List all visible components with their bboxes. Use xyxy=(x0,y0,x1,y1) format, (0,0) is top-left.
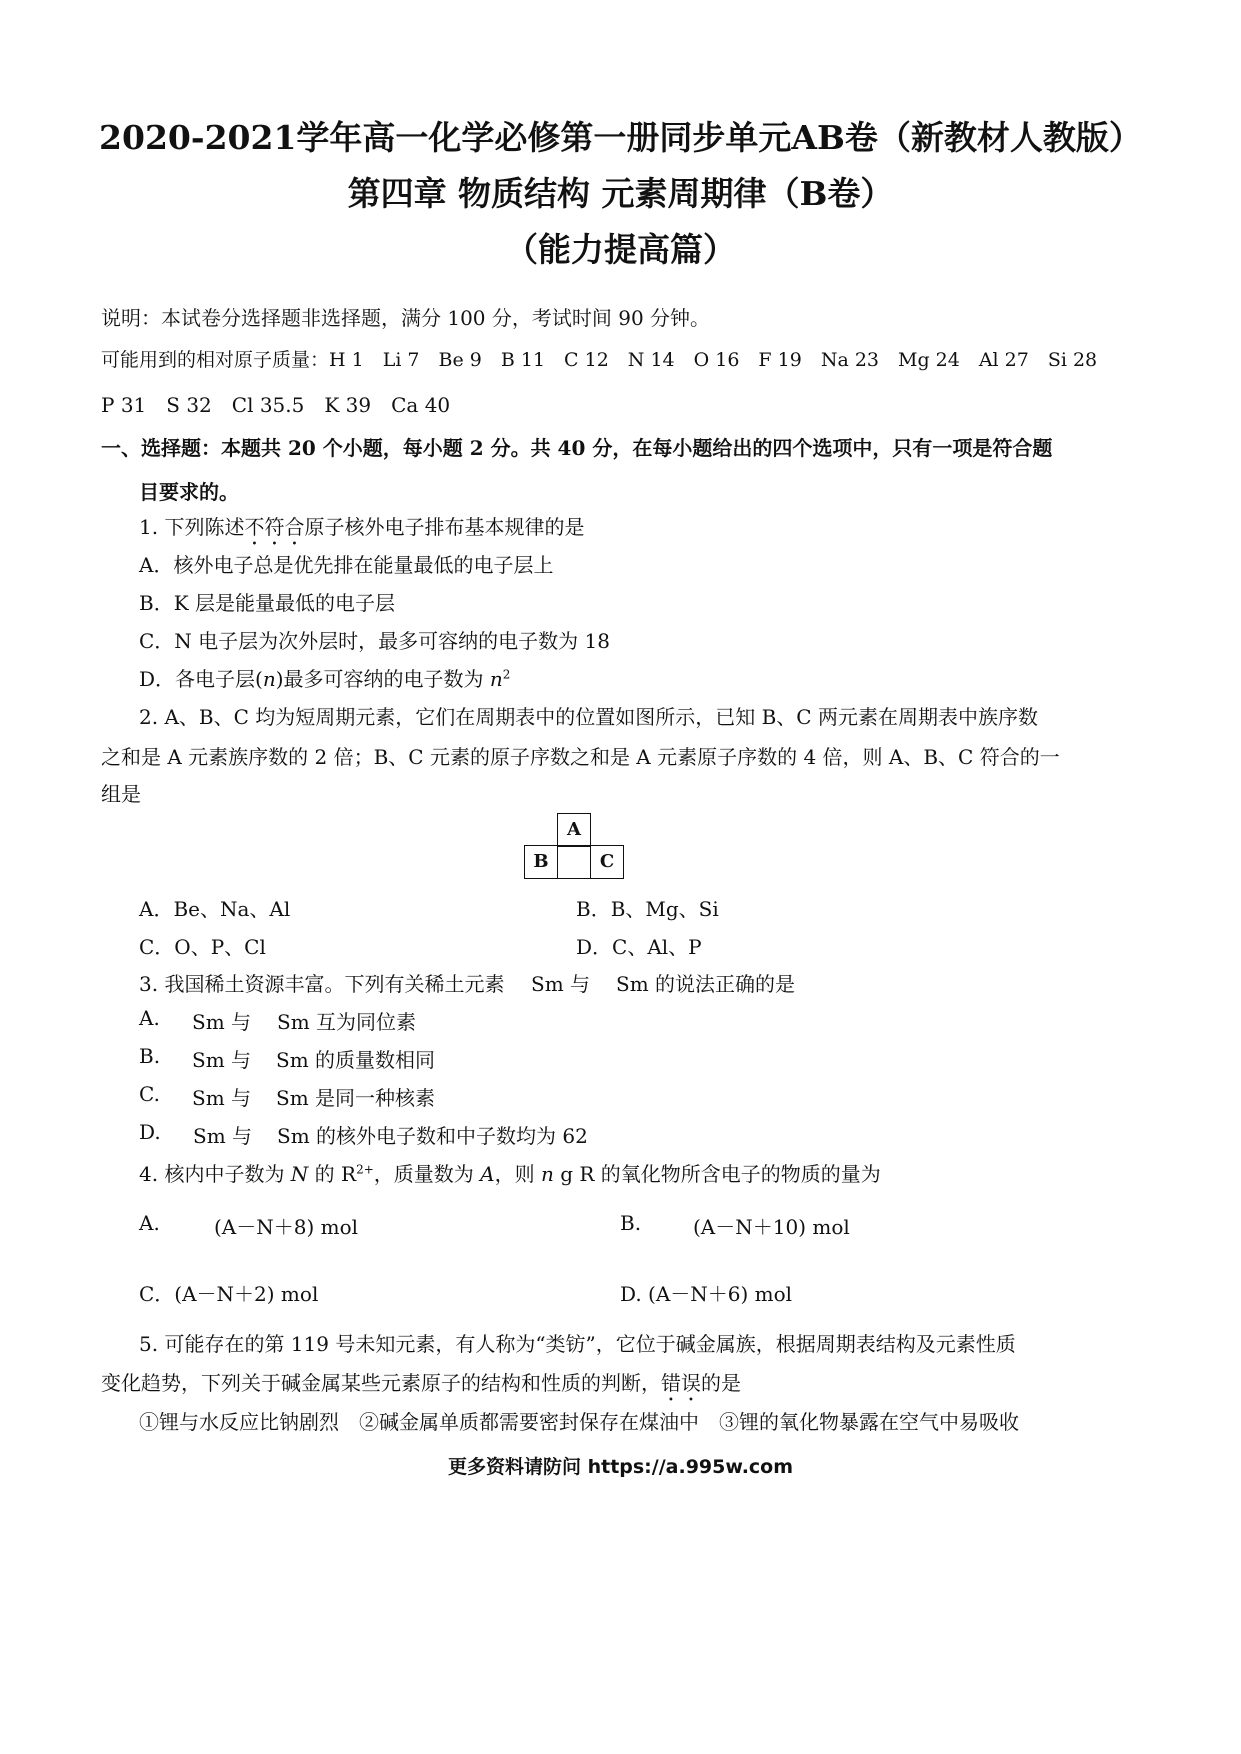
exam-note: 说明：本试卷分选择题非选择题，满分 100 分，考试时间 90 分钟。 xyxy=(101,306,711,330)
question-4-option-b: (A－N＋10) mol xyxy=(693,1215,850,1239)
question-3-option-b-label: B. xyxy=(139,1044,161,1068)
question-3-option-d-text: Sm 的核外电子数和中子数均为 62 xyxy=(277,1124,588,1148)
question-5-stem-line1: 5. 可能存在的第 119 号未知元素，有人称为“类钫”，它位于碱金属族，根据周期表结构及元素性质 xyxy=(139,1332,1016,1356)
question-2-stem-line2: 之和是 A 元素族序数的 2 倍；B、C 元素的原子序数之和是 A 元素原子序数的 4 倍，则 A、B、C 符合的一 xyxy=(101,745,1060,769)
question-1-option-c: C．N 电子层为次外层时，最多可容纳的电子数为 18 xyxy=(139,629,610,653)
question-3-option-d-label: D. xyxy=(139,1120,161,1144)
question-2-option-b: B．B、Mg、Si xyxy=(576,897,719,921)
question-4-option-b-label: B. xyxy=(620,1211,642,1235)
question-2-stem-line3: 组是 xyxy=(101,782,141,806)
question-4-stem: 4. 核内中子数为 N 的 $R^{2+}$，质量数为 A，则 n g R 的氧化物所含电子的物质的量为 xyxy=(139,1162,881,1186)
question-3-option-d-sm1: Sm 与 xyxy=(193,1124,253,1148)
question-3-option-b-sm1: Sm 与 xyxy=(192,1048,252,1072)
question-2-option-c: C．O、P、Cl xyxy=(139,935,266,959)
question-4-option-c: C．(A－N＋2) mol xyxy=(139,1282,319,1306)
page-title-line1: 2020-2021学年高一化学必修第一册同步单元AB卷（新教材人教版） xyxy=(99,118,1142,157)
question-3-stem-sm1: Sm 与 xyxy=(531,972,591,996)
atomic-masses-line1: 可能用到的相对原子质量：H 1 Li 7 Be 9 B 11 C 12 N 14 O 16 F 19 Na 23 Mg 24 Al 27 Si 28 xyxy=(101,349,1098,371)
question-1-option-d: D．各电子层(n)最多可容纳的电子数为 $n^2$ xyxy=(139,667,511,691)
question-4-option-d: D. (A－N＋6) mol xyxy=(620,1282,793,1306)
question-3-stem-sm2: Sm 的说法正确的是 xyxy=(616,972,796,996)
question-1-option-a: A．核外电子总是优先排在能量最低的电子层上 xyxy=(139,553,554,577)
footer-link[interactable]: 更多资料请防问 https://a.995w.com xyxy=(447,1456,794,1478)
question-3-option-a-label: A. xyxy=(139,1006,160,1030)
page-title-line3: （能力提高篇） xyxy=(505,230,736,269)
question-2-option-d: D．C、Al、P xyxy=(576,935,702,959)
section-heading-line1: 一、选择题：本题共 20 个小题，每小题 2 分。共 40 分，在每小题给出的四个选项中，只有一项是符合题 xyxy=(101,436,1053,460)
question-5-stem-line2: 变化趋势，下列关于碱金属某些元素原子的结构和性质的判断，错误的是 xyxy=(101,1371,741,1395)
question-3-option-c-text: Sm 是同一种核素 xyxy=(276,1086,436,1110)
question-4-option-a: (A－N＋8) mol xyxy=(214,1215,359,1239)
page-title-line2: 第四章 物质结构 元素周期律（B卷） xyxy=(347,174,894,213)
periodic-grid-cell-c: C xyxy=(590,845,624,879)
section-heading-line2: 目要求的。 xyxy=(139,480,239,504)
question-3-option-c-label: C. xyxy=(139,1082,160,1106)
question-4-option-a-label: A. xyxy=(139,1211,160,1235)
question-3-option-c-sm1: Sm 与 xyxy=(192,1086,252,1110)
question-3-option-b-text: Sm 的质量数相同 xyxy=(276,1048,436,1072)
question-1-stem: 1. 下列陈述不符合原子核外电子排布基本规律的是 xyxy=(139,515,585,539)
atomic-masses-line2: P 31 S 32 Cl 35.5 K 39 Ca 40 xyxy=(101,393,451,417)
periodic-grid-cell-empty xyxy=(557,845,591,879)
question-2-option-a: A．Be、Na、Al xyxy=(139,897,291,921)
question-2-stem-line1: 2. A、B、C 均为短周期元素，它们在周期表中的位置如图所示，已知 B、C 两元素在周期表中族序数 xyxy=(139,705,1038,729)
question-3-stem: 3. 我国稀土资源丰富。下列有关稀土元素 xyxy=(139,972,505,996)
question-3-option-a-sm1: Sm 与 xyxy=(192,1010,252,1034)
question-1-option-b: B．K 层是能量最低的电子层 xyxy=(139,591,395,615)
question-3-option-a-text: Sm 互为同位素 xyxy=(277,1010,417,1034)
periodic-grid-cell-b: B xyxy=(524,845,558,879)
periodic-grid-cell-a: A xyxy=(557,813,591,847)
question-5-items-line: ①锂与水反应比钠剧烈 ②碱金属单质都需要密封保存在煤油中 ③锂的氧化物暴露在空气中易吸收 xyxy=(139,1410,1019,1434)
